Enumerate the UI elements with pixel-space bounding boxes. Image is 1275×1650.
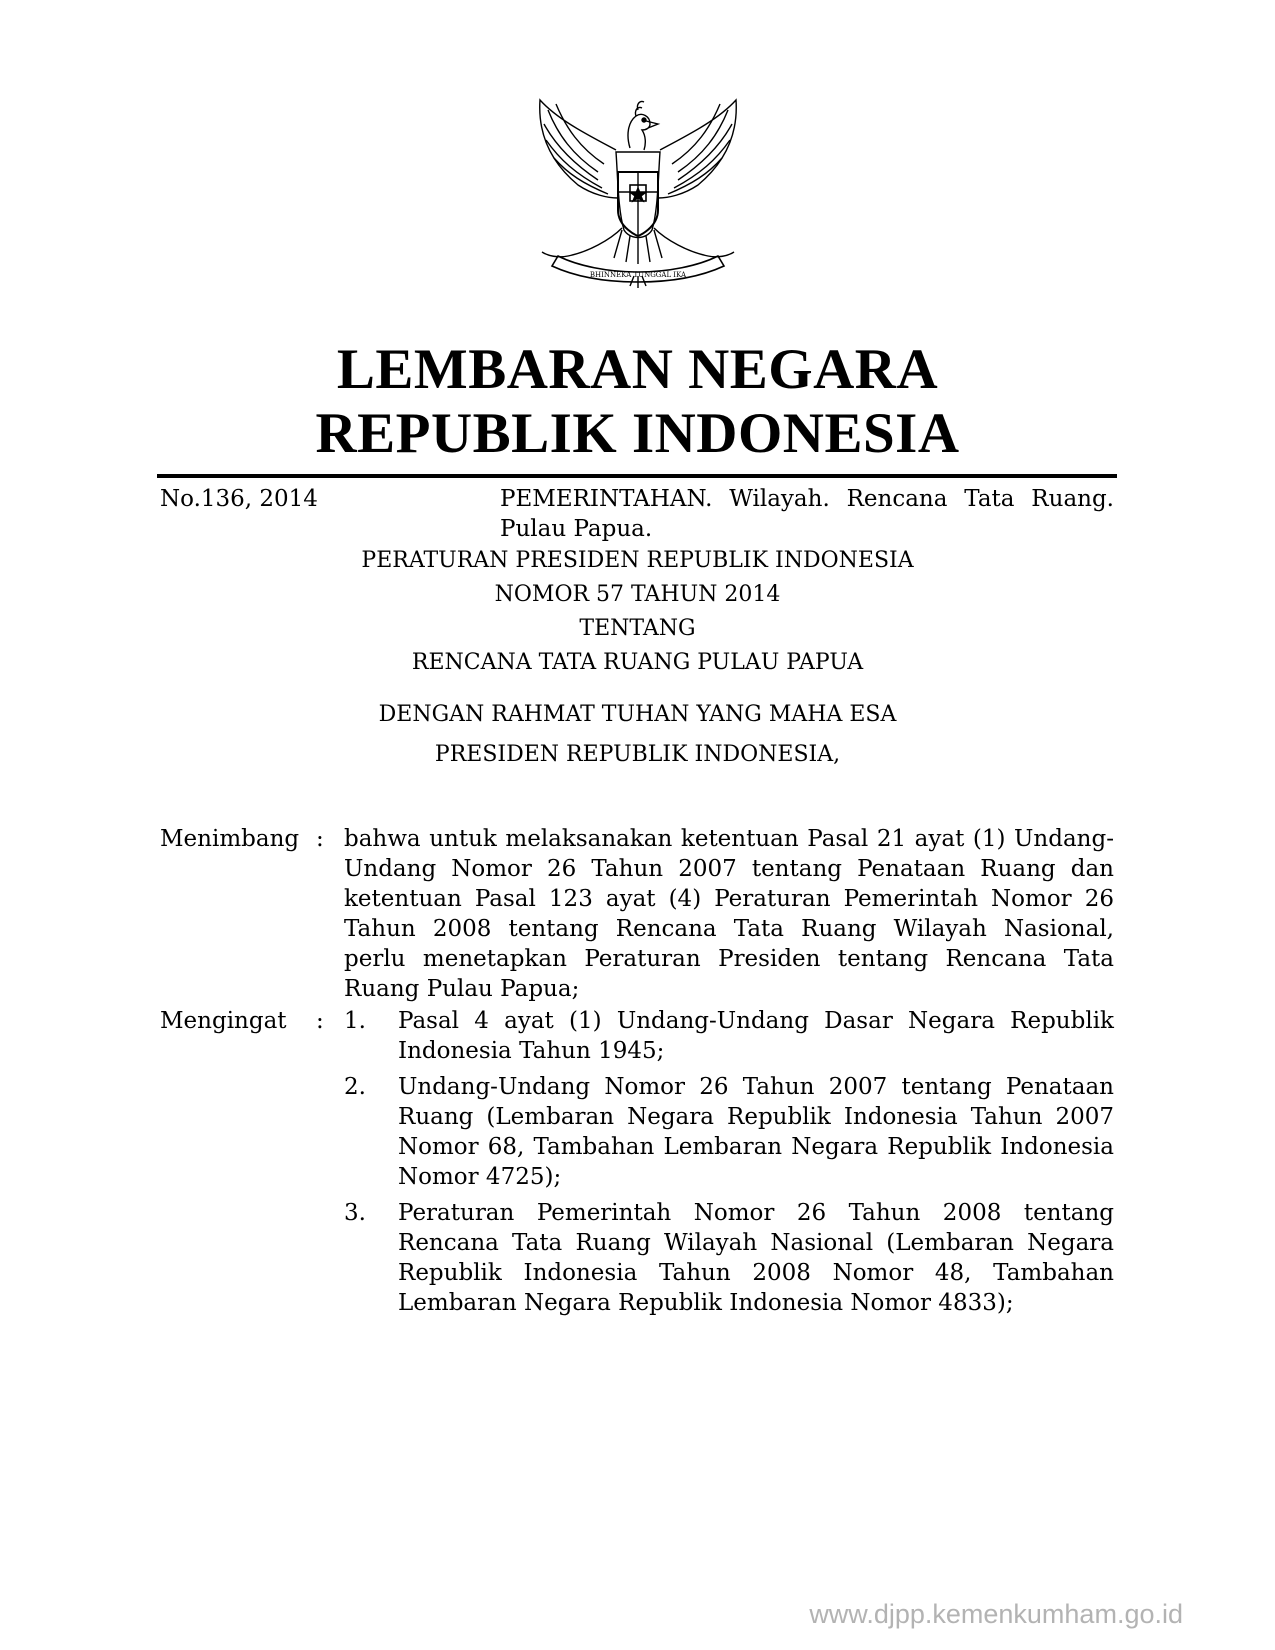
mengingat-item-number: 2. xyxy=(344,1074,366,1100)
garuda-emblem-icon xyxy=(518,80,758,290)
regulation-number: NOMOR 57 TAHUN 2014 xyxy=(494,582,781,607)
svg-text:BHINNEKA TUNGGAL IKA: BHINNEKA TUNGGAL IKA xyxy=(589,271,687,279)
regulation-tentang: TENTANG xyxy=(579,616,696,641)
mengingat-item-text: Undang-Undang Nomor 26 Tahun 2007 tentang Penataan Ruang (Lembaran Negara Republik Indonesia Tahun 2007 Nomor 68, Tambahan Lembaran Negara Republik Indonesia Nomor 4725); xyxy=(398,1074,1114,1190)
document-title-line1: LEMBARAN NEGARA xyxy=(336,338,939,401)
mengingat-item-text: Pasal 4 ayat (1) Undang-Undang Dasar Negara Republik Indonesia Tahun 1945; xyxy=(398,1008,1114,1064)
header-rule xyxy=(157,474,1117,478)
gazette-number: No.136, 2014 xyxy=(160,486,318,512)
mengingat-colon: : xyxy=(316,1008,324,1034)
preamble-line1: DENGAN RAHMAT TUHAN YANG MAHA ESA xyxy=(378,702,897,727)
regulation-subject: RENCANA TATA RUANG PULAU PAPUA xyxy=(411,650,864,675)
mengingat-item-text: Peraturan Pemerintah Nomor 26 Tahun 2008 tentang Rencana Tata Ruang Wilayah Nasional (Lembaran Negara Republik Indonesia Tahun 2008 Nomor 48, Tambahan Lembaran Negara Republik Indonesia Nomor 4833); xyxy=(398,1200,1114,1316)
document-title-line2: REPUBLIK INDONESIA xyxy=(315,402,960,465)
menimbang-label: Menimbang xyxy=(160,826,300,852)
mengingat-label: Mengingat xyxy=(160,1008,287,1034)
menimbang-text: bahwa untuk melaksanakan ketentuan Pasal 21 ayat (1) Undang-Undang Nomor 26 Tahun 2007 tentang Penataan Ruang dan ketentuan Pasal 123 ayat (4) Peraturan Pemerintah Nomor 26 Tahun 2008 tentang Rencana Tata Ruang Wilayah Nasional, perlu menetapkan Peraturan Presiden tentang Rencana Tata Ruang Pulau Papua; xyxy=(344,826,1114,1002)
preamble-line2: PRESIDEN REPUBLIK INDONESIA, xyxy=(434,742,841,767)
gazette-topic: PEMERINTAHAN. Wilayah. Rencana Tata Ruang. Pulau Papua. xyxy=(500,486,1114,542)
mengingat-item-number: 3. xyxy=(344,1200,366,1226)
menimbang-colon: : xyxy=(316,826,324,852)
regulation-heading: PERATURAN PRESIDEN REPUBLIK INDONESIA xyxy=(361,548,914,573)
source-watermark: www.djpp.kemenkumham.go.id xyxy=(809,1599,1183,1629)
mengingat-item-number: 1. xyxy=(344,1008,366,1034)
